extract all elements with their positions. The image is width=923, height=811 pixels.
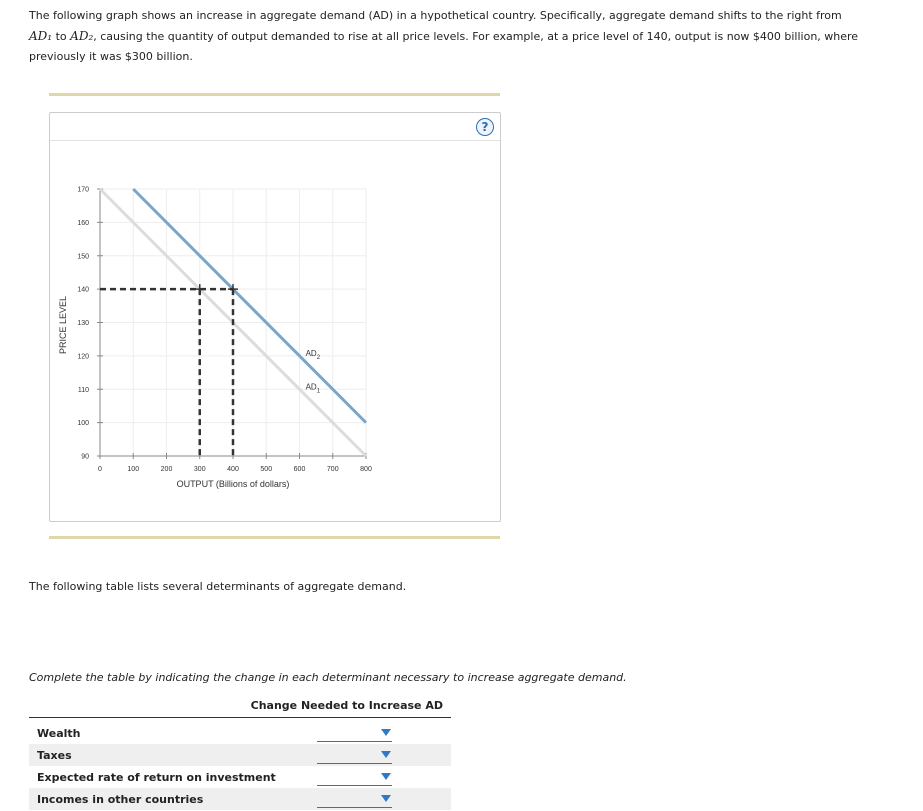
y-axis-label: PRICE LEVEL	[58, 295, 68, 355]
intro-part1: The following graph shows an increase in aggregate demand (AD) in a hypothetical country. Specifically, aggregate demand shifts to the right from	[29, 9, 842, 22]
chart-ticks	[77, 187, 372, 474]
row-label-expected-return: Expected rate of return on investment	[37, 771, 276, 784]
x-tick-label: 0	[98, 466, 102, 473]
row-label-wealth: Wealth	[37, 727, 81, 740]
intro-text	[29, 6, 889, 67]
determinants-table	[29, 697, 451, 810]
y-tick-label: 150	[77, 253, 89, 261]
table-row	[29, 766, 451, 788]
table-row	[29, 788, 451, 810]
dropdown-arrow-icon	[381, 773, 391, 780]
y-tick-label: 140	[77, 286, 89, 294]
x-tick-label: 300	[193, 466, 206, 473]
x-tick-label: 700	[326, 466, 339, 473]
series-line-ad2	[133, 189, 366, 423]
help-icon[interactable]: ?	[476, 118, 494, 136]
x-tick-label: 600	[293, 466, 306, 473]
foreign-incomes-dropdown[interactable]	[317, 791, 392, 808]
x-tick-label: 100	[127, 466, 140, 473]
dropdown-arrow-icon	[381, 751, 391, 758]
curve-label-ad2: $AD_2$	[305, 348, 321, 361]
intro-ad1: AD₁	[29, 29, 53, 43]
row-label-foreign-incomes: Incomes in other countries	[37, 793, 204, 806]
x-tick-label: 800	[360, 466, 372, 473]
table-header: Change Needed to Increase AD	[29, 697, 451, 718]
graph-panel	[49, 112, 501, 522]
wealth-dropdown[interactable]	[317, 725, 392, 742]
ad-chart	[50, 113, 500, 521]
curve-label-ad1: $AD_1$	[305, 382, 321, 395]
bottom-divider	[49, 536, 500, 539]
top-divider	[49, 93, 500, 96]
dropdown-arrow-icon	[381, 729, 391, 736]
y-tick-label: 120	[77, 353, 89, 361]
expected-return-dropdown[interactable]	[317, 769, 392, 786]
dropdown-arrow-icon	[381, 795, 391, 802]
y-tick-label: 110	[77, 386, 89, 394]
intro-to: to	[52, 30, 71, 43]
table-intro: The following table lists several determinants of aggregate demand.	[29, 580, 407, 593]
instruction-text: Complete the table by indicating the change in each determinant necessary to increase aggregate demand.	[29, 671, 627, 684]
y-tick-label: 160	[77, 219, 89, 227]
chart-reference-lines	[100, 284, 238, 456]
taxes-dropdown[interactable]	[317, 747, 392, 764]
x-tick-label: 400	[227, 466, 239, 473]
y-tick-label: 100	[77, 420, 89, 428]
x-axis-label: OUTPUT (Billions of dollars)	[176, 479, 290, 489]
table-row	[29, 722, 451, 744]
intro-part2: , causing the quantity of output demanded to rise at all price levels. For example, at a price level of 140, output is now $400 billion, where previously it was $300 billion.	[29, 30, 859, 63]
intro-ad2: AD₂	[70, 29, 94, 43]
row-label-taxes: Taxes	[37, 749, 72, 762]
y-tick-label: 90	[81, 453, 89, 461]
x-tick-label: 200	[160, 466, 173, 473]
y-tick-label: 170	[77, 186, 89, 194]
y-tick-label: 130	[77, 320, 89, 327]
table-row	[29, 744, 451, 766]
x-tick-label: 500	[260, 466, 273, 473]
